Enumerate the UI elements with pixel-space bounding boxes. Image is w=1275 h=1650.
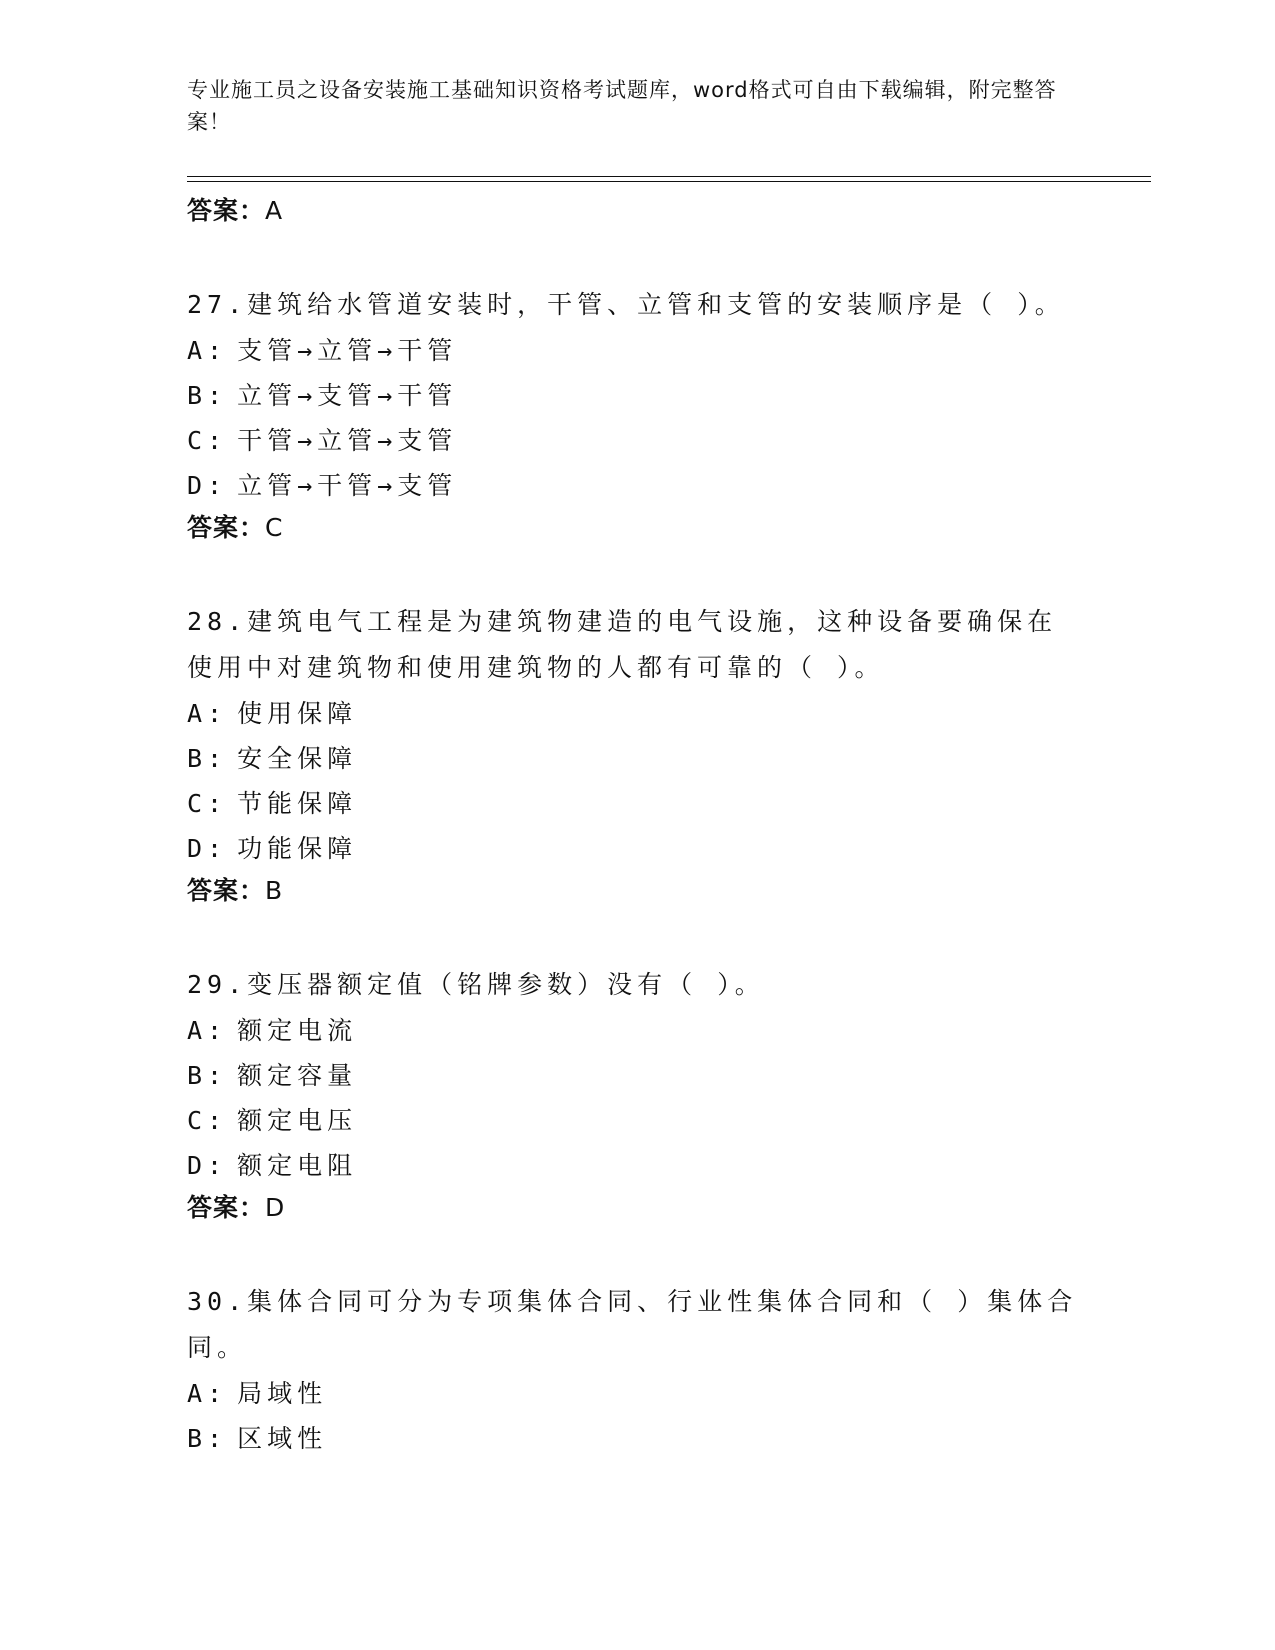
option-c	[187, 1098, 1087, 1143]
option-b	[187, 1416, 1087, 1461]
option-letter: C:	[187, 426, 228, 455]
option-text: 额定电阻	[237, 1151, 358, 1180]
answer-label: 答案：	[187, 1193, 266, 1222]
answer-label: 答案：	[187, 876, 266, 905]
option-letter: D:	[187, 471, 228, 500]
option-letter: A:	[187, 336, 228, 365]
answer-value: C	[265, 513, 284, 542]
option-b	[187, 373, 1087, 418]
question-30	[187, 1279, 1087, 1461]
answer-line	[187, 508, 1087, 548]
question-29	[187, 962, 1087, 1228]
option-text: 额定电压	[237, 1106, 358, 1135]
answer-value: D	[265, 1193, 286, 1222]
option-d	[187, 826, 1087, 871]
option-text: 干管→立管→支管	[237, 426, 458, 455]
option-c	[187, 418, 1087, 463]
option-text: 额定电流	[237, 1016, 358, 1045]
question-27	[187, 282, 1087, 548]
option-letter: A:	[187, 1016, 228, 1045]
question-stem: 30.集体合同可分为专项集体合同、行业性集体合同和（ ）集体合同。	[187, 1287, 1078, 1362]
option-text: 额定容量	[237, 1061, 358, 1090]
option-letter: D:	[187, 834, 228, 863]
option-c	[187, 781, 1087, 826]
option-text: 支管→立管→干管	[237, 336, 458, 365]
option-letter: C:	[187, 789, 228, 818]
option-a	[187, 1371, 1087, 1416]
option-text: 安全保障	[237, 744, 358, 773]
option-text: 立管→支管→干管	[237, 381, 458, 410]
answer-line	[187, 191, 1087, 231]
option-d	[187, 463, 1087, 508]
header-rule-bottom	[187, 181, 1151, 182]
option-text: 局域性	[237, 1379, 328, 1408]
question-stem: 27.建筑给水管道安装时，干管、立管和支管的安装顺序是（ ）。	[187, 290, 1065, 319]
option-text: 区域性	[237, 1424, 328, 1453]
option-letter: B:	[187, 381, 228, 410]
answer-value: B	[265, 876, 284, 905]
option-letter: B:	[187, 1061, 228, 1090]
answer-line	[187, 1188, 1087, 1228]
header-rule-top	[187, 176, 1151, 177]
question-stem: 28.建筑电气工程是为建筑物建造的电气设施，这种设备要确保在使用中对建筑物和使用建筑物的人都有可靠的（ ）。	[187, 607, 1058, 682]
option-b	[187, 1053, 1087, 1098]
answer-label: 答案：	[187, 196, 266, 225]
question-stem: 29.变压器额定值（铭牌参数）没有（ ）。	[187, 970, 765, 999]
option-text: 使用保障	[237, 699, 358, 728]
option-b	[187, 736, 1087, 781]
question-list	[187, 191, 1087, 1461]
option-text: 功能保障	[237, 834, 358, 863]
option-a	[187, 1008, 1087, 1053]
option-d	[187, 1143, 1087, 1188]
option-a	[187, 691, 1087, 736]
option-letter: A:	[187, 699, 228, 728]
option-letter: B:	[187, 744, 228, 773]
option-letter: D:	[187, 1151, 228, 1180]
option-letter: A:	[187, 1379, 228, 1408]
answer-value: A	[265, 196, 284, 225]
question-28	[187, 599, 1087, 911]
option-letter: C:	[187, 1106, 228, 1135]
option-text: 立管→干管→支管	[237, 471, 458, 500]
option-text: 节能保障	[237, 789, 358, 818]
answer-line	[187, 871, 1087, 911]
option-letter: B:	[187, 1424, 228, 1453]
option-a	[187, 328, 1087, 373]
answer-label: 答案：	[187, 513, 266, 542]
document-header: 专业施工员之设备安装施工基础知识资格考试题库，word格式可自由下载编辑，附完整答案！	[187, 78, 1057, 134]
